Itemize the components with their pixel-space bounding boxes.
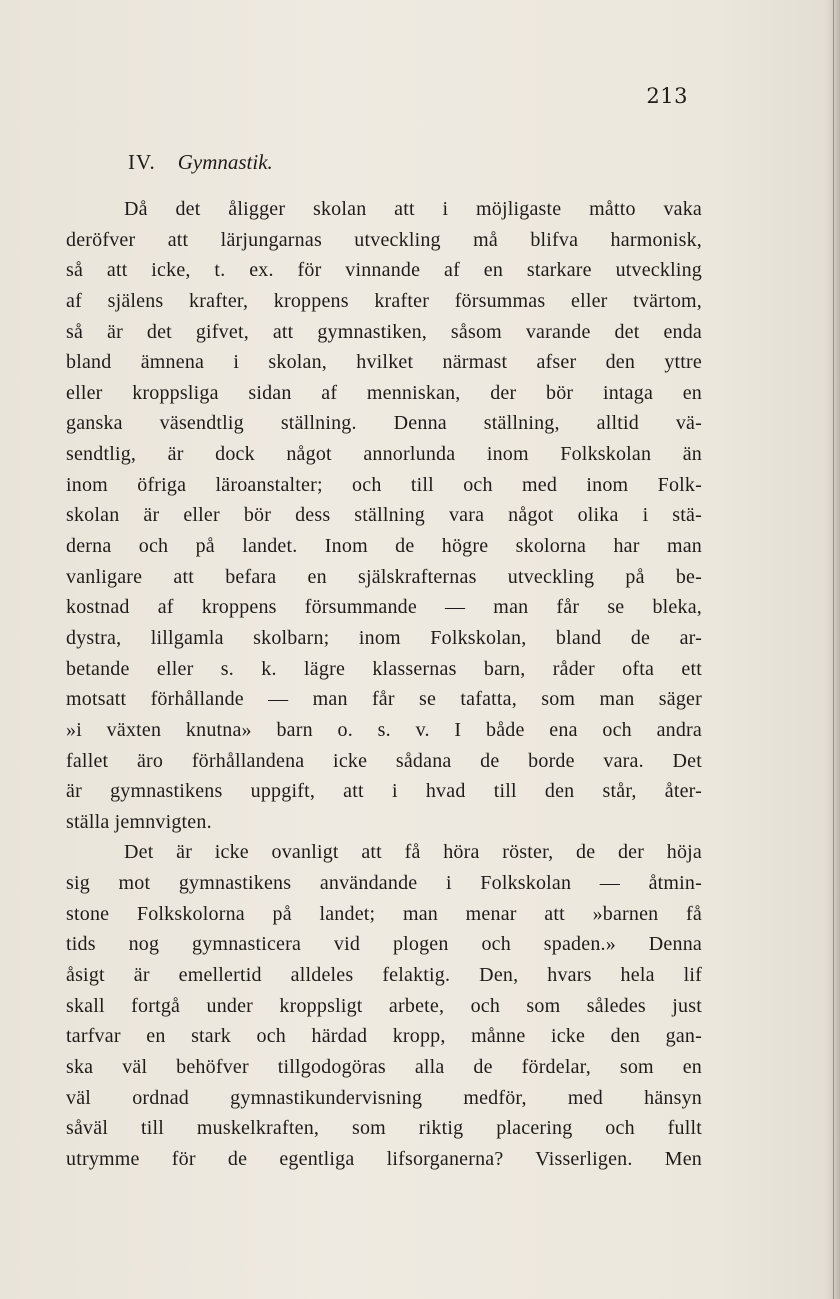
text-line: sig mot gymnastikens användande i Folkskolan — åtmin- — [66, 872, 702, 895]
text-line: ganska väsendtlig ställning. Denna ställning, alltid vä- — [66, 412, 702, 435]
section-title: Gymnastik. — [177, 150, 273, 174]
text-line: af själens krafter, kroppens krafter försummas eller tvärtom, — [66, 289, 702, 312]
text-line: fallet äro förhållandena icke sådana de borde vara. Det — [66, 749, 702, 772]
text-line: inom öfriga läroanstalter; och till och med inom Folk- — [66, 473, 702, 496]
text-line: Då det åligger skolan att i möjligaste måtto vaka — [124, 198, 702, 220]
text-line: så att icke, t. ex. för vinnande af en starkare utveckling — [66, 259, 702, 282]
text-line: »i växten knutna» barn o. s. v. I både ena och andra — [66, 718, 702, 741]
text-line: ska väl behöfver tillgodogöras alla de fördelar, som en — [66, 1055, 702, 1078]
text-line: bland ämnena i skolan, hvilket närmast afser den yttre — [66, 351, 702, 374]
page-edge-line — [833, 0, 834, 1299]
text-line: dystra, lillgamla skolbarn; inom Folkskolan, bland de ar- — [66, 626, 702, 649]
text-line: skall fortgå under kroppsligt arbete, och som således just — [66, 994, 702, 1017]
text-line: såväl till muskelkraften, som riktig placering och fullt — [66, 1117, 702, 1140]
text-line: stone Folkskolorna på landet; man menar att »barnen få — [66, 902, 702, 925]
text-line: derna och på landet. Inom de högre skolorna har man — [66, 535, 702, 558]
section-heading — [128, 150, 273, 175]
text-line: motsatt förhållande — man får se tafatta, som man säger — [66, 688, 702, 711]
body-text — [66, 194, 702, 1175]
text-line: utrymme för de egentliga lifsorganerna? Visserligen. Men — [66, 1147, 702, 1170]
page-number: 213 — [646, 84, 688, 108]
text-line: tids nog gymnasticera vid plogen och spaden.» Denna — [66, 933, 702, 956]
text-line: kostnad af kroppens försummande — man får se bleka, — [66, 596, 702, 619]
text-line: sendtlig, är dock något annorlunda inom Folkskolan än — [66, 443, 702, 466]
text-line: så är det gifvet, att gymnastiken, såsom varande det enda — [66, 320, 702, 343]
text-line: vanligare att befara en själskrafternas utveckling på be- — [66, 565, 702, 588]
text-line: ställa jemnvigten. — [66, 810, 212, 833]
text-line: deröfver att lärjungarnas utveckling må blifva harmonisk, — [66, 228, 702, 251]
text-line: väl ordnad gymnastikundervisning medför, med hänsyn — [66, 1086, 702, 1109]
text-line: är gymnastikens uppgift, att i hvad till den står, åter- — [66, 780, 702, 803]
text-line: betande eller s. k. lägre klassernas barn, råder ofta ett — [66, 657, 702, 680]
text-line: tarfvar en stark och härdad kropp, månne icke den gan- — [66, 1025, 702, 1048]
text-line: skolan är eller bör dess ställning vara något olika i stä- — [66, 504, 702, 527]
text-line: eller kroppsliga sidan af menniskan, der bör intaga en — [66, 381, 702, 404]
section-numeral: IV. — [128, 150, 156, 174]
text-line: åsigt är emellertid alldeles felaktig. Den, hvars hela lif — [66, 964, 702, 987]
text-line: Det är icke ovanligt att få höra röster, de der höja — [124, 841, 702, 864]
